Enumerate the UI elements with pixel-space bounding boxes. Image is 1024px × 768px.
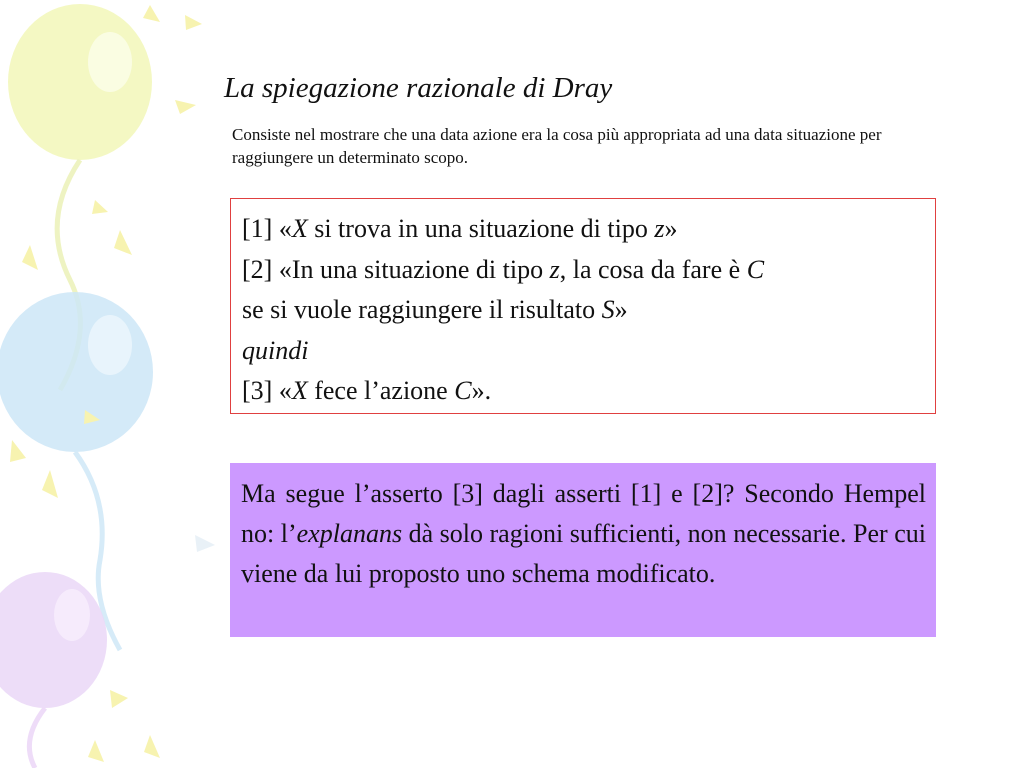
note-box	[230, 463, 936, 637]
schema-box	[230, 198, 936, 414]
intro-text: Consiste nel mostrare che una data azione era la cosa più appropriata ad una data situazione per raggiungere un determinato scopo.	[232, 125, 882, 167]
schema-text: »	[614, 295, 628, 324]
balloons-decoration	[0, 0, 240, 768]
note-text: Ma segue l’asserto [3] dagli asserti [1] e [2]? Secondo Hempel no: l’	[241, 479, 926, 548]
schema-variable: X	[291, 214, 308, 243]
schema-line-3	[242, 290, 927, 331]
schema-connective: quindi	[242, 335, 309, 365]
schema-variable: X	[291, 376, 308, 405]
schema-text: [1] «	[242, 214, 292, 243]
schema-variable: C	[454, 376, 472, 405]
slide-title: La spiegazione razionale di Dray	[224, 72, 613, 104]
note-text: dà solo ragioni sufficienti, non necessarie. Per cui viene da lui proposto uno schema modificato.	[241, 519, 926, 588]
schema-variable: z	[654, 214, 665, 243]
schema-text: »	[664, 214, 678, 243]
schema-variable: C	[746, 254, 765, 284]
schema-text: [3] «	[242, 376, 292, 405]
schema-text: [2] «In una situazione di tipo	[242, 254, 550, 284]
schema-text: fece l’azione	[307, 376, 455, 405]
schema-line-5	[242, 371, 927, 412]
schema-line-2	[242, 250, 927, 291]
schema-variable: S	[601, 295, 615, 324]
schema-text: se si vuole raggiungere il risultato	[242, 295, 602, 324]
schema-text: si trova in una situazione di tipo	[307, 214, 655, 243]
schema-line-1	[242, 209, 927, 250]
schema-text: , la cosa da fare è	[559, 254, 747, 284]
note-term: explanans	[296, 519, 403, 548]
schema-variable: z	[549, 254, 560, 284]
schema-text: ».	[471, 376, 492, 405]
purple-balloon-icon	[0, 572, 160, 768]
schema-line-4	[242, 331, 927, 372]
